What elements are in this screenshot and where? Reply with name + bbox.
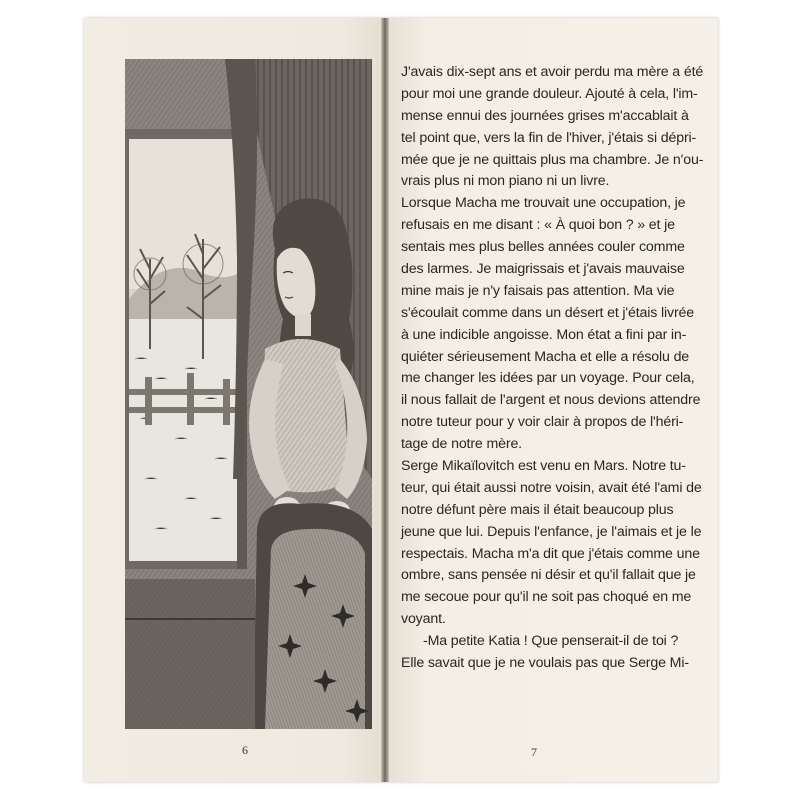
right-page (389, 18, 718, 782)
text-line: ombre, sans pensée ni désir et qu'il fallait que je (401, 567, 696, 584)
text-line: refusais en me disant : « À quoi bon ? » et je (401, 217, 675, 234)
text-line: mense ennui des journées grises m'accablait à (401, 107, 689, 124)
left-page (84, 18, 384, 782)
text-line: me changer les idées par un voyage. Pour cela, (401, 370, 695, 387)
text-line: pour moi une grande douleur. Ajouté à cela, l'im- (401, 85, 698, 102)
text-line: teur, qui était aussi notre voisin, avait été l'ami de (401, 479, 702, 496)
text-line: notre défunt père mais il était beaucoup plus (401, 501, 674, 518)
text-line: quiéter sérieusement Macha et elle a résolu de (401, 348, 690, 365)
text-line: Lorsque Macha me trouvait une occupation, je (401, 195, 686, 212)
text-line: J'avais dix-sept ans et avoir perdu ma mère a été (401, 64, 704, 80)
illustration-girl-at-window (125, 59, 372, 729)
text-line: tage de notre mère. (401, 436, 522, 453)
text-line: Serge Mikaïlovitch est venu en Mars. Notre tu- (401, 458, 686, 475)
text-line: tel point que, vers la fin de l'hiver, j'étais si dépri- (401, 129, 697, 146)
text-line: mine mais je n'y faisais pas attention. Ma vie (401, 282, 675, 299)
illustration-drawing (125, 59, 372, 729)
text-line: Elle savait que je ne voulais pas que Serge Mi- (401, 655, 689, 672)
body-text (401, 62, 721, 675)
text-line: jeune que lui. Depuis l'enfance, je l'aimais et je le (401, 523, 702, 540)
text-line: à une indicible angoisse. Mon état a fini par in- (401, 326, 687, 343)
text-line: vrais plus ni mon piano ni un livre. (401, 173, 610, 190)
text-line: notre tuteur pour y voir clair à propos de l'héri- (401, 414, 684, 431)
text-line: me secoue pour qu'il ne soit pas choqué en me (401, 589, 692, 606)
page-number-right: 7 (531, 745, 537, 759)
book-spine-gutter (381, 18, 389, 782)
text-line: des larmes. Je maigrissais et j'avais mauvaise (401, 261, 685, 278)
open-book (84, 18, 718, 782)
text-line: sentais mes plus belles années couler comme (401, 239, 685, 256)
text-line: respectais. Macha m'a dit que j'étais comme une (401, 545, 700, 562)
text-line: il nous fallait de l'argent et nous devions attendre (401, 392, 701, 409)
dialogue-line: -Ma petite Katia ! Que penserait-il de toi ? (423, 633, 679, 650)
text-line: voyant. (401, 611, 446, 628)
page-number-left: 6 (242, 743, 248, 757)
text-line: s'écoulait comme dans un désert et j'étais livrée (401, 304, 694, 321)
text-line: mée que je ne quittais plus ma chambre. Je n'ou- (401, 151, 704, 168)
